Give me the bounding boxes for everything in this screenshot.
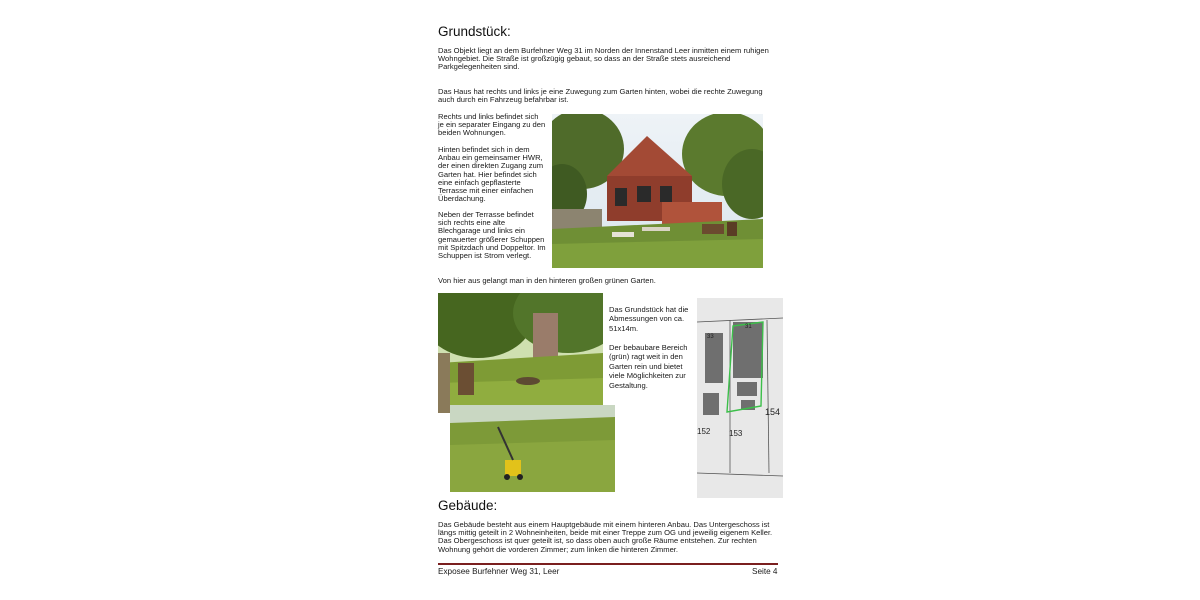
paragraph-terrace-sheds: Neben der Terrasse befindet sich rechts eine alte Blechgarage und links ein gemauerter größerer Schuppen mit Spitzdach und Doppeltor. Im Schuppen ist Strom verlegt.	[438, 210, 546, 261]
garden-photo-trees	[438, 293, 603, 413]
cadastral-map	[697, 298, 783, 498]
section-heading-grundstueck: Grundstück:	[438, 24, 511, 39]
paragraph-buildable-area: Der bebaubare Bereich (grün) ragt weit in den Garten rein und bietet viele Möglichkeiten zur Gestaltung.	[609, 343, 688, 390]
paragraph-entrances: Rechts und links befindet sich je ein separater Eingang zu den beiden Wohnungen.	[438, 112, 546, 138]
map-label-152: 152	[697, 427, 711, 436]
house-rear-photo	[552, 114, 763, 268]
section-heading-gebaeude: Gebäude:	[438, 498, 498, 513]
paragraph-location: Das Objekt liegt an dem Burfehner Weg 31 im Norden der Innenstand Leer inmitten einem ruhigen Wohngebiet. Die Straße ist großzügig gebaut, so dass an der Straße stets ausreichend Parkgelegenheiten sind.	[438, 46, 769, 72]
map-label-153: 153	[729, 429, 743, 438]
map-label-33: 33	[707, 334, 714, 340]
paragraph-rear-annex: Hinten befindet sich in dem Anbau ein gemeinsamer HWR, der einen direkten Zugang zum Garten hat. Hier befindet sich eine einfach gepflasterte Terrasse mit einer einfachen Überdachung.	[438, 145, 544, 204]
map-label-31: 31	[745, 324, 752, 330]
footer-title: Exposee Burfehner Weg 31, Leer	[438, 567, 560, 576]
footer-page-number: Seite 4	[752, 567, 778, 576]
paragraph-building: Das Gebäude besteht aus einem Hauptgebäude mit einem hinteren Anbau. Das Untergeschoss ist längs mittig geteilt in 2 Wohneinheiten, beide mit einer Treppe zum OG und jeweilig eigenem Keller. Das Obergeschoss ist quer geteilt ist, so dass oben auch große Räume entstehen. Zur rechten Wohnung gehört die vorderen Zimmer; zum linken die hinteren Zimmer.	[438, 520, 773, 554]
map-label-154: 154	[765, 407, 781, 417]
paragraph-garden-intro: Von hier aus gelangt man in den hinteren großen grünen Garten.	[438, 276, 656, 285]
paragraph-dimensions: Das Grundstück hat die Abmessungen von ca. 51x14m.	[609, 305, 689, 333]
footer-rule	[438, 563, 778, 565]
garden-photo-lawnmower	[450, 405, 615, 492]
paragraph-access: Das Haus hat rechts und links je eine Zuwegung zum Garten hinten, wobei die rechte Zuwegung auch durch ein Fahrzeug befahrbar ist.	[438, 87, 763, 105]
